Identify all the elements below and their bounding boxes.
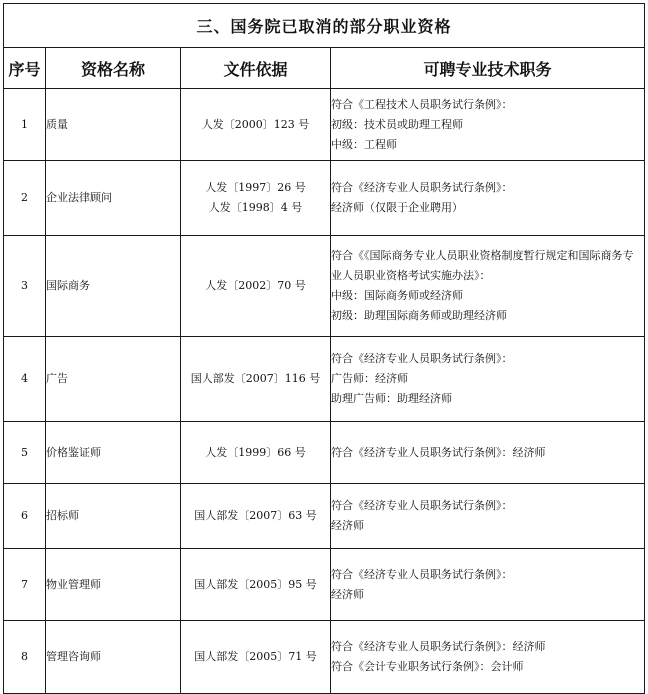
- row-name: 价格鉴证师: [46, 422, 181, 484]
- duty-line: 符合《经济专业人员职务试行条例》：: [331, 352, 513, 365]
- duty-line: 中级：国际商务师或经济师: [331, 289, 463, 302]
- duty-line: 符合《经济专业人员职务试行条例》：经济师: [331, 445, 546, 459]
- row-doc: [181, 161, 331, 236]
- table-row: [4, 337, 645, 422]
- row-doc: [181, 422, 331, 484]
- table-row: [4, 422, 645, 484]
- table-row: [4, 89, 645, 161]
- row-doc: [181, 236, 331, 337]
- row-name: 企业法律顾问: [46, 161, 181, 236]
- header-duty: 可聘专业技术职务: [331, 48, 645, 89]
- doc-line: 国人部发〔2005〕71 号: [194, 650, 317, 663]
- doc-line: 人发〔1998〕4 号: [208, 201, 303, 214]
- duty-line: 初级：助理国际商务师或助理经济师: [331, 309, 507, 322]
- row-duty: [331, 549, 645, 621]
- doc-line: 国人部发〔2007〕63 号: [194, 509, 317, 522]
- row-name: 管理咨询师: [46, 621, 181, 694]
- row-doc: [181, 621, 331, 694]
- row-duty: [331, 236, 645, 337]
- row-seq: 3: [4, 236, 46, 337]
- row-seq: 1: [4, 89, 46, 161]
- table-title: 三、国务院已取消的部分职业资格: [4, 4, 645, 48]
- header-seq: 序号: [4, 48, 46, 89]
- doc-line: 国人部发〔2007〕116 号: [190, 372, 321, 385]
- duty-line: 符合《经济专业人员职务试行条例》：: [331, 499, 513, 512]
- duty-line: 符合《工程技术人员职务试行条例》：: [331, 97, 513, 111]
- doc-line: 国人部发〔2005〕95 号: [194, 577, 317, 591]
- row-duty: [331, 484, 645, 549]
- row-seq: 7: [4, 549, 46, 621]
- doc-line: 人发〔1999〕66 号: [205, 445, 306, 459]
- duty-line: 经济师（仅限于企业聘用）: [331, 201, 463, 214]
- table-row: [4, 236, 645, 337]
- duty-line: 经济师: [331, 587, 364, 601]
- row-doc: [181, 89, 331, 161]
- doc-line: 人发〔2000〕123 号: [201, 117, 310, 131]
- row-duty: [331, 161, 645, 236]
- row-name: 广告: [46, 337, 181, 422]
- duty-line: 经济师: [331, 519, 364, 532]
- row-name: 招标师: [46, 484, 181, 549]
- duty-line: 符合《《国际商务专业人员职业资格制度暂行规定和国际商务专业人员职业资格考试实施办法》：: [331, 249, 634, 282]
- doc-line: 人发〔2002〕70 号: [205, 279, 306, 292]
- row-seq: 8: [4, 621, 46, 694]
- row-seq: 2: [4, 161, 46, 236]
- duty-line: 符合《经济专业人员职务试行条例》：经济师: [331, 640, 546, 653]
- duty-line: 符合《会计专业职务试行条例》：会计师: [331, 660, 524, 673]
- table-row: [4, 161, 645, 236]
- row-seq: 6: [4, 484, 46, 549]
- row-duty: [331, 337, 645, 422]
- row-doc: [181, 549, 331, 621]
- table-row: [4, 621, 645, 694]
- row-name: 质量: [46, 89, 181, 161]
- header-doc: 文件依据: [181, 48, 331, 89]
- row-doc: [181, 484, 331, 549]
- row-seq: 4: [4, 337, 46, 422]
- row-duty: [331, 89, 645, 161]
- doc-line: 人发〔1997〕26 号: [205, 181, 306, 194]
- row-seq: 5: [4, 422, 46, 484]
- table-row: [4, 484, 645, 549]
- row-duty: [331, 422, 645, 484]
- row-duty: [331, 621, 645, 694]
- table-row: [4, 549, 645, 621]
- header-name: 资格名称: [46, 48, 181, 89]
- qualifications-table: [3, 3, 645, 694]
- row-name: 国际商务: [46, 236, 181, 337]
- header-row: [4, 48, 645, 89]
- row-doc: [181, 337, 331, 422]
- duty-line: 广告师：经济师: [331, 372, 408, 385]
- duty-line: 初级：技术员或助理工程师: [331, 117, 463, 131]
- duty-line: 符合《经济专业人员职务试行条例》：: [331, 567, 513, 581]
- duty-line: 中级：工程师: [331, 137, 397, 151]
- row-name: 物业管理师: [46, 549, 181, 621]
- duty-line: 符合《经济专业人员职务试行条例》：: [331, 181, 513, 194]
- duty-line: 助理广告师：助理经济师: [331, 392, 452, 405]
